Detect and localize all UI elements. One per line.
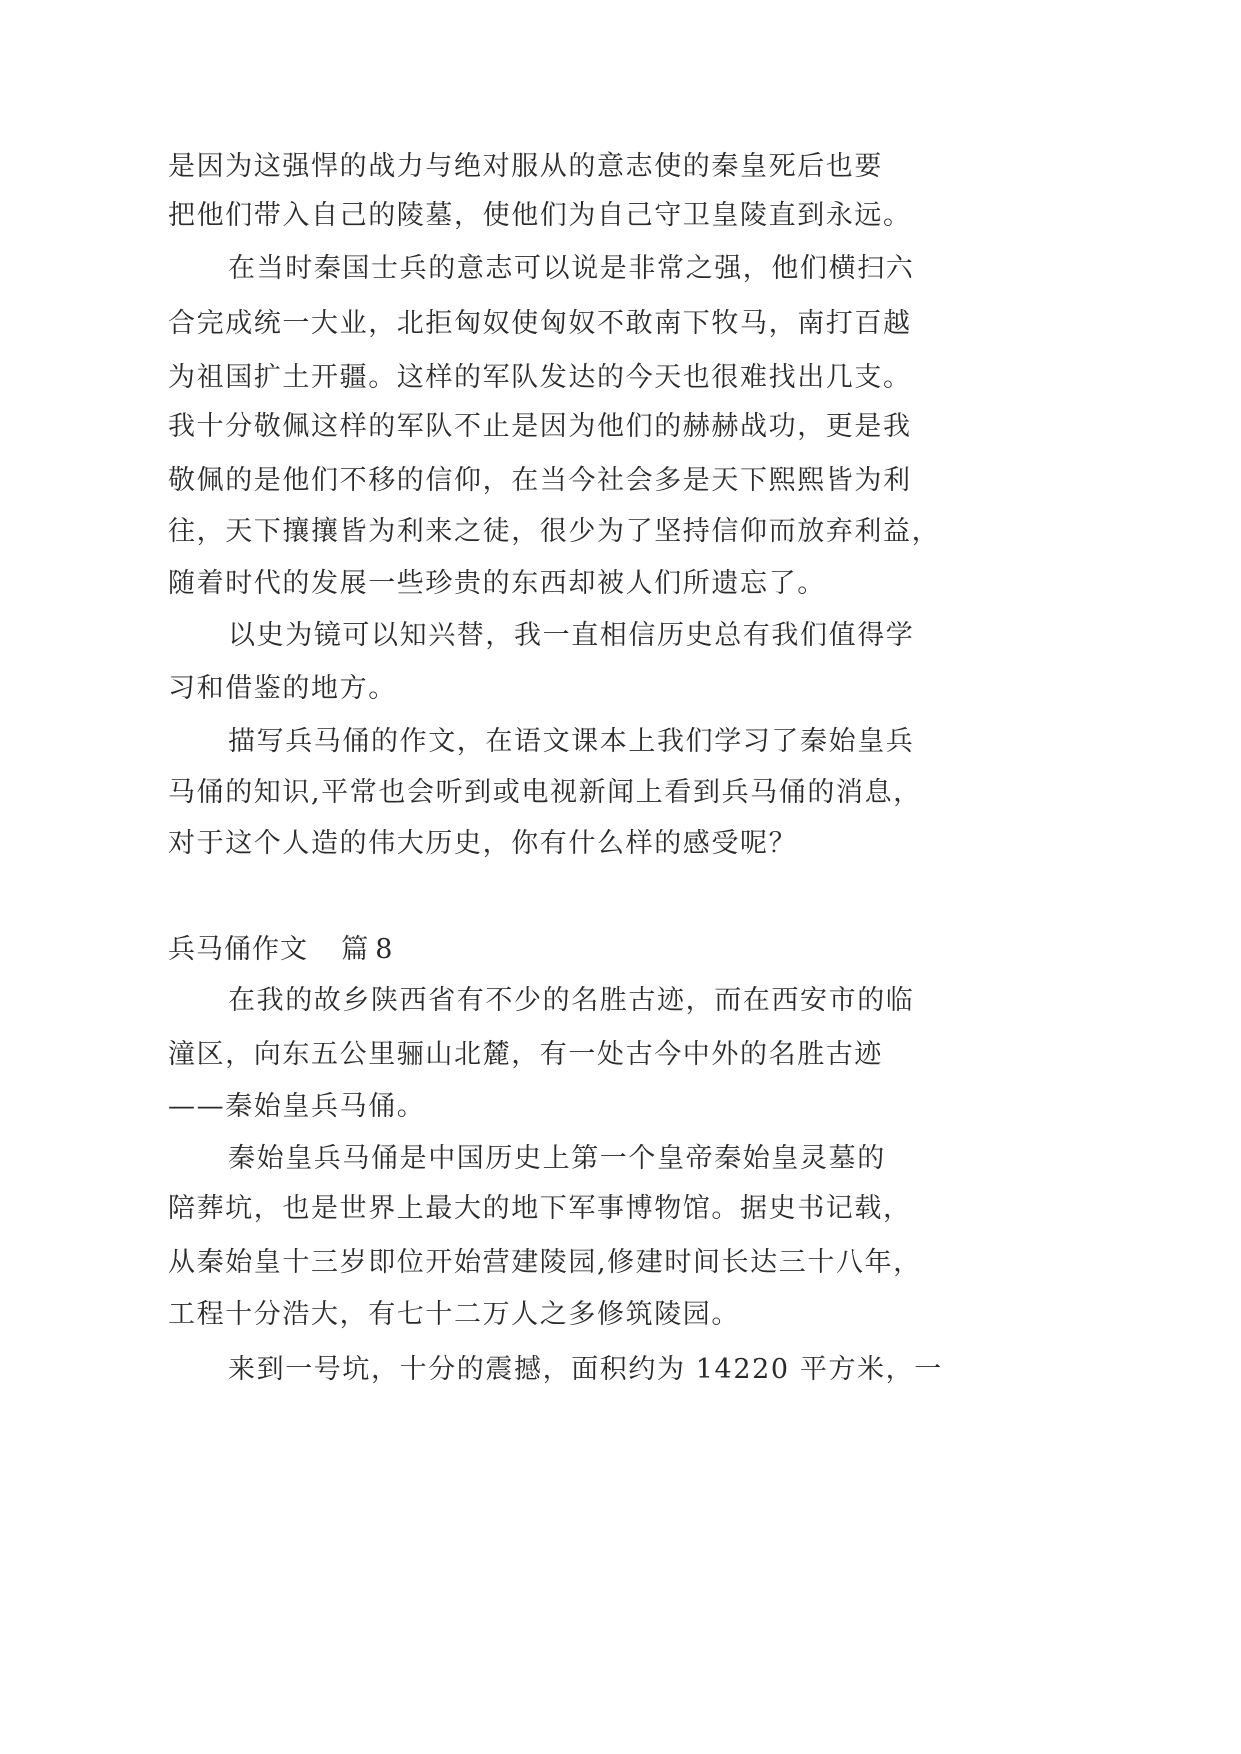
text-line: 陪葬坑，也是世界上最大的地下军事博物馆。据史书记载，: [168, 1193, 912, 1224]
text-line: 往，天下攘攘皆为利来之徒，很少为了坚持信仰而放弃利益，: [168, 516, 941, 547]
section-heading-number: 8: [375, 934, 393, 965]
text-line: 来到一号坑，十分的震撼，面积约为 14220 平方米，一: [228, 1354, 943, 1385]
text-line: 习和借鉴的地方。: [168, 673, 397, 704]
section-heading-label: 篇: [341, 934, 370, 965]
text-line: 潼区，向东五公里骊山北麓，有一处古今中外的名胜古迹: [168, 1039, 883, 1070]
text-line: 在当时秦国士兵的意志可以说是非常之强，他们横扫六: [228, 253, 915, 284]
text-line: 随着时代的发展一些珍贵的东西却被人们所遗忘了。: [168, 568, 826, 599]
text-line: 我十分敬佩这样的军队不止是因为他们的赫赫战功，更是我: [168, 411, 912, 442]
section-heading-title: 兵马俑作文: [168, 934, 308, 965]
text-line: 秦始皇兵马俑是中国历史上第一个皇帝秦始皇灵墓的: [228, 1143, 886, 1174]
text-line: ——秦始皇兵马俑。: [168, 1091, 426, 1122]
text-line: 描写兵马俑的作文，在语文课本上我们学习了秦始皇兵: [228, 726, 915, 757]
text-line: 从秦始皇十三岁即位开始营建陵园,修建时间长达三十八年，: [168, 1247, 922, 1278]
text-line: 以史为镜可以知兴替，我一直相信历史总有我们值得学: [228, 620, 915, 651]
text-line: 合完成统一大业，北拒匈奴使匈奴不敢南下牧马，南打百越: [168, 308, 912, 339]
text-line: 在我的故乡陕西省有不少的名胜古迹，而在西安市的临: [228, 985, 915, 1016]
text-line: 为祖国扩土开疆。这样的军队发达的今天也很难找出几支。: [168, 362, 912, 393]
text-line: 工程十分浩大，有七十二万人之多修筑陵园。: [168, 1299, 740, 1330]
text-line: 对于这个人造的伟大历史，你有什么样的感受呢？: [168, 828, 798, 859]
section-heading: [168, 933, 943, 967]
text-line: 是因为这强悍的战力与绝对服从的意志使的秦皇死后也要: [168, 151, 883, 182]
text-line: 敬佩的是他们不移的信仰，在当今社会多是天下熙熙皆为利: [168, 465, 912, 496]
text-line: 把他们带入自己的陵墓，使他们为自己守卫皇陵直到永远。: [168, 200, 912, 231]
text-line: 马俑的知识,平常也会听到或电视新闻上看到兵马俑的消息，: [168, 777, 922, 808]
